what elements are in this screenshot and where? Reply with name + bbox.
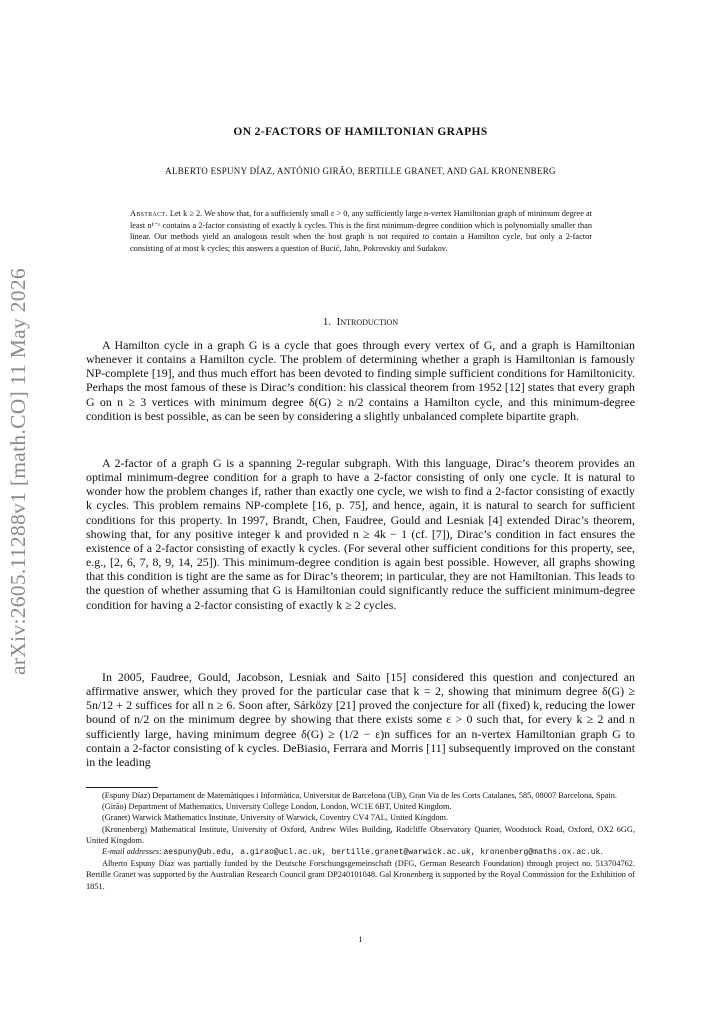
section-heading xyxy=(86,316,635,328)
email-label: E-mail addresses xyxy=(102,847,160,857)
page-number: 1 xyxy=(358,934,363,944)
abstract-heading: Abstract. xyxy=(130,209,168,218)
footnote-rule xyxy=(86,787,158,788)
paper-title: ON 2-FACTORS OF HAMILTONIAN GRAPHS xyxy=(233,126,488,138)
paragraph-1 xyxy=(86,338,635,423)
paragraph-3 xyxy=(86,670,635,769)
affiliation-kronenberg: (Kronenberg) Mathematical Institute, University of Oxford, Andrew Wiles Building, Radcliffe Observatory Quarter, Woodstock Road, Oxford, OX2 6GG, United Kingdom. xyxy=(86,824,635,845)
abstract-text: Let k ≥ 2. We show that, for a sufficiently small ε > 0, any sufficiently large n-vertex Hamiltonian graph of minimum degree at least n¹⁻ᵋ contains a 2-factor consisting of exactly k cycles. This is the first minimum-degree condition which is polynomially smaller than linear. Our methods yield an analogous result when the host graph is not required to contain a Hamilton cycle, but only a 2-factor consisting of at most k cycles; this answers a question of Bucić, Jahn, Pokrovskiy and Sudakov. xyxy=(130,209,592,253)
paragraph-text: A Hamilton cycle in a graph G is a cycle that goes through every vertex of G, and a graph is Hamiltonian whenever it contains a Hamilton cycle. The problem of determining whether a graph is Hamiltonian is famously NP-complete [19], and thus much effort has been devoted to finding simple sufficient conditions for Hamiltonicity. Perhaps the most famous of these is Dirac’s condition: his classical theorem from 1952 [12] states that every graph G on n ≥ 3 vertices with minimum degree δ(G) ≥ n/2 contains a Hamilton cycle, and this minimum-degree condition is best possible, as can be seen by considering a slightly unbalanced complete bipartite graph. xyxy=(86,338,635,423)
paragraph-text: In 2005, Faudree, Gould, Jacobson, Lesniak and Saito [15] considered this question and conjectured an affirmative answer, which they proved for the particular case that k = 2, showing that minimum degree δ(G) ≥ 5n/12 + 2 suffices for all n ≥ 6. Soon after, Sárközy [21] proved the conjecture for all (fixed) k, reducing the lower bound of n/2 on the minimum degree by showing that there exists some ε > 0 such that, for every k ≥ 2 and n sufficiently large, having minimum degree δ(G) ≥ (1/2 − ε)n suffices for an n-vertex Hamiltonian graph G to contain a 2-factor consisting of k cycles. DeBiasio, Ferrara and Morris [11] subsequently improved on the constant in the leading xyxy=(86,670,635,769)
affiliation-girao: (Girão) Department of Mathematics, University College London, London, WC1E 6BT, United Kingdom. xyxy=(102,802,452,812)
section-title: Introduction xyxy=(336,316,399,328)
arxiv-identifier: arXiv:2605.11288v1 [math.CO] 11 May 2026 xyxy=(6,268,30,675)
footnotes xyxy=(86,790,635,892)
email-list[interactable]: aespuny@ub.edu, a.girao@ucl.ac.uk, bertille.granet@warwick.ac.uk, kronenberg@maths.ox.ac.uk xyxy=(163,848,601,858)
abstract xyxy=(130,208,592,254)
affiliation-espuny-diaz: (Espuny Díaz) Departament de Matemàtiques i Informàtica, Universitat de Barcelona (UB), Gran Via de les Corts Catalanes, 585, 08007 Barcelona, Spain. xyxy=(102,791,617,800)
affiliation-granet: (Granet) Warwick Mathematics Institute, University of Warwick, Coventry CV4 7AL, United Kingdom. xyxy=(102,813,449,823)
section-number: 1. xyxy=(322,316,332,328)
email-addresses: E-mail addresses: aespuny@ub.edu, a.girao@ucl.ac.uk, bertille.granet@warwick.ac.uk, kronenberg@maths.ox.ac.uk. xyxy=(102,847,603,858)
paragraph-2 xyxy=(86,456,635,612)
paragraph-text: A 2-factor of a graph G is a spanning 2-regular subgraph. With this language, Dirac’s theorem provides an optimal minimum-degree condition for a graph to have a 2-factor consisting of only one cycle. It is natural to wonder how the problem changes if, rather than exactly one cycle, we wish to find a 2-factor consisting of exactly k cycles. This problem remains NP-complete [16, p. 75], and hence, again, it is natural to search for sufficient conditions for this property. In 1997, Brandt, Chen, Faudree, Gould and Lesniak [4] extended Dirac’s theorem, showing that, for any positive integer k and provided n ≥ 4k − 1 (cf. [7]), Dirac’s condition in fact ensures the existence of a 2-factor consisting of exactly k cycles. (For several other sufficient conditions for this property, see, e.g., [2, 6, 7, 8, 9, 14, 25]). This minimum-degree condition is again best possible. However, all graphs showing that this condition is tight are the same as for Dirac’s theorem; in particular, they are not Hamiltonian. This leads to the question of whether assuming that G is Hamiltonian could significantly reduce the sufficient minimum-degree condition for having a 2-factor consisting of exactly k ≥ 2 cycles. xyxy=(86,456,635,612)
funding-note: Alberto Espuny Díaz was partially funded by the Deutsche Forschungsgemeinschaft (DFG, German Research Foundation) through project no. 513704762. Bertille Granet was supported by the Australian Research Council grant DP240101048. Gal Kronenberg is supported by the Royal Commission for the Exhibition of 1851. xyxy=(86,859,635,891)
author-list: ALBERTO ESPUNY DÍAZ, ANTÓNIO GIRÃO, BERTILLE GRANET, AND GAL KRONENBERG xyxy=(165,166,556,176)
